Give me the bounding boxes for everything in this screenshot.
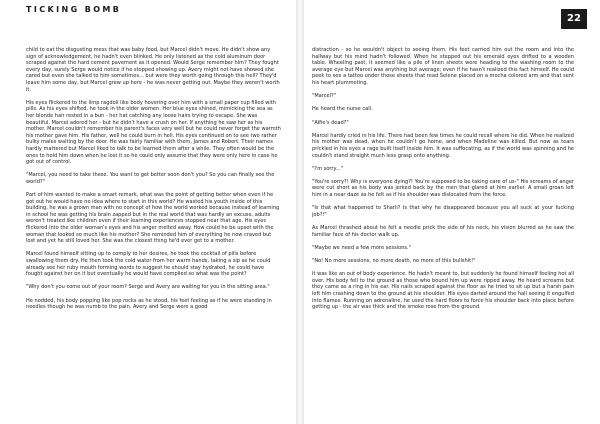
paragraph: He heard the nurse call. [312, 106, 373, 113]
paragraph: He nodded, his body popping like pop rocks as he stood, his feet feeling as if he were standing in needles though he was numb to the pain. Avery and Serge were a good [26, 297, 272, 311]
book-gutter [296, 0, 304, 424]
paragraph: As Marcel thrashed about he felt a needle prick the side of his neck, his vision blurred as he saw the familiar face of his doctor walk up. [312, 225, 574, 238]
page-number-badge: 22 [561, 9, 587, 29]
paragraph: Marcel found himself sitting up to comply to her desires, he took the cocktail of pills before swallowing them dry. He then took the cold water from her warm hands, taking a sip as he could already see her ruby mouth forming words to suggest he should stay hydrated, he could have fought against her on it but eventually he would have complied so what was the point? [26, 251, 271, 278]
paragraph: "Marcel, you need to take these. You want to get better soon don't you? So you can finally see the world?" [26, 172, 275, 185]
left-page-text [26, 47, 281, 317]
paragraph: "Alfie's dead?" [312, 119, 349, 126]
paragraph: "I'm sorry..." [312, 165, 343, 172]
paragraph: "Maybe we need a few more sessions." [312, 244, 411, 251]
right-page-text [312, 47, 574, 317]
paragraph: "Why don't you come out of your room? Serge and Avery are waiting for you in the sitting area." [26, 284, 270, 291]
paragraph: It was like an out of body experience. He hadn't meant to, but suddenly he found himself feeling hot all over. His body fell to the ground as those who bound him up were ripped away. He heard screams but they came as a ring in his ear. His nails scraped against the floor as he tried to sit up but a harsh pain left him crashing down to the ground at his shoulder. His eyes darted around the hall seeing it engulfed into flames. Running on adrenaline, he used the hard floors to force his shoulder back into place before getting up - the air was thick and the smoke rose from the ground. [312, 271, 574, 311]
paragraph: "Is that what happened to Sharli? Is that why he disappeared because you all suck at your fucking job?!" [312, 205, 574, 218]
running-head: TICKING BOMB [26, 5, 122, 14]
paragraph: "You're sorry?! Why is everyone dying?! You're supposed to be taking care of us-" His screams of anger were cut short as his body was jerked back by the men that glared at him earlier. A small groan left him in a near daze as he felt as if his shoulder was dislocated from the force. [312, 178, 574, 199]
paragraph: Part of him wanted to make a smart remark, what was the point of getting better when even if he got out he would have no idea where to start in this world? He wasted his youth inside of this building, he was a grown man with no concept of how the world worked because instead of learning in school he was getting his brain zapped but in the real world that was hardly an excuse, adults weren't treated like children even if their learning experiences stopped near that age. His eyes flickered into the older woman's eyes and his anger melted away. How could he be upset with the woman that looked so much like his mother? She reminded him of everything he now craved but lost and yet he still loved her. She was the closest thing he'd ever get to a mother. [26, 192, 280, 245]
paragraph: distraction - so he wouldn't object to seeing them. His feet carried him out the room and into the hallway but his mind hadn't followed. When he stepped out his emerald eyes drifted to a wooden table. Wheeling past, it seemed like a pile of linen sheets were heading to the washing room to the average eye but Marcel was anything but average; even if he hasn't realized this fact himself. He could peek to see a tattoo under those sheets that read Selene placed on a mocha colored arm and that sent his heart plummeting. [312, 47, 574, 86]
paragraph: "No! No more sessions, no more death, no more of this bullshit!" [312, 258, 476, 264]
paragraph: His eyes flickered to the limp ragdoll like body hovering over him with a small paper cup filled with pills. As his eyes shifted, he took in the older women. Her blue eyes shined, mimicking the sea as her blonde hair rested in a bun - her hat catching any loose hairs trying to escape. She was beautiful, Marcel adored her - but he didn't have a crush on her. If anything he saw her as his mother. Marcel couldn't remember his parent's faces very well but he could never forget the warmth his mother gave him. His father, well he could burn in hell. His eyes continued on to see two rather bulky males waiting by the door. He was fairly familiar with them, James and Robert. Their names hardly mattered but Marcel liked to talk to be learned them after a while. They often would be the ones to hold him down when he lost it so he could only assume that they were only here in case he got out of control. [26, 99, 281, 166]
paragraph: child to eat the disgusting mess that was baby food, but Marcel didn't move. He didn't show any sign of acknowledgement, he hadn't even blinked. He only listened as the cold aluminum door scraped against the hard cement pavement as it opened. Would Serge remember him? They fought every day, surely Serge would notice if he stopped showing up. Avery might not have showed she cared but even she talked to him sometimes... but were they worth going through this hell? They'd leave him some day, but Marcel grew up here - he was never getting out. Maybe they weren't worth it. [26, 47, 280, 93]
paragraph: Marcel hardly cried in his life. There had been few times he could recall where he did. When he realized his mother was dead, when he couldn't go home, and when Madeline was killed. But now as tears prickled in his eyes a rage built itself inside him. It was suffocating, as if the world was spinning and he couldn't stand straight much less grasp onto anything. [312, 132, 574, 159]
paragraph: "Marcel?" [312, 93, 337, 100]
